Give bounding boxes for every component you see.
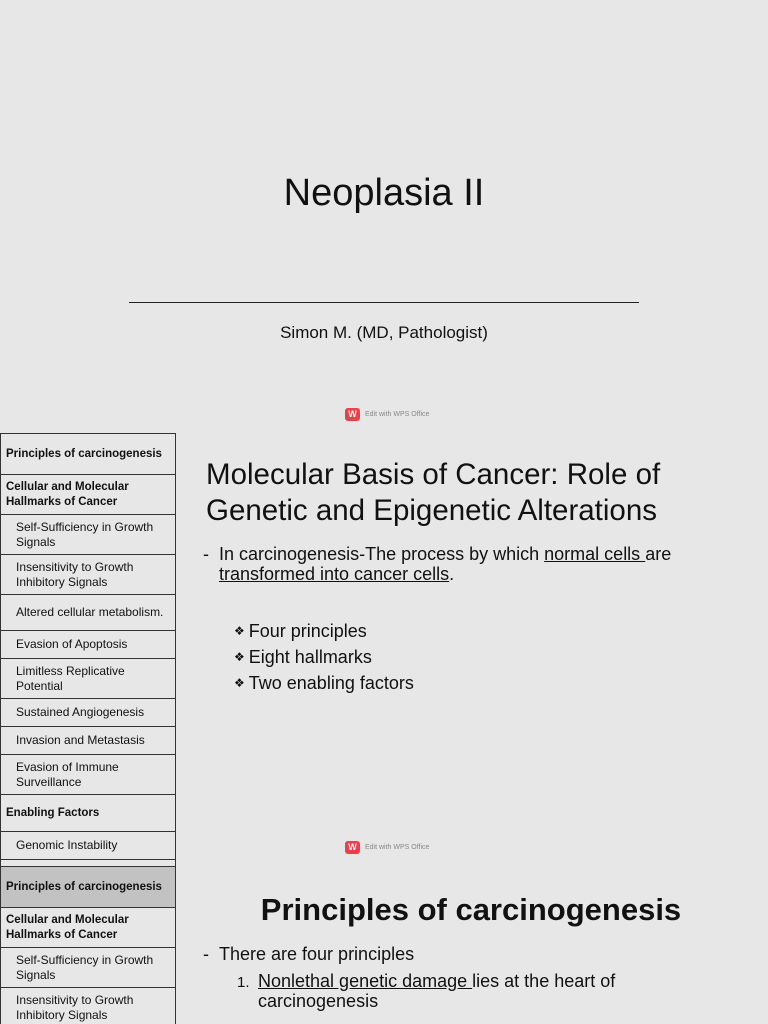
toc-item[interactable] bbox=[1, 794, 175, 831]
toc-item-label: Principles of carcinogenesis bbox=[6, 447, 162, 460]
underlined-normal-cells: normal cells bbox=[544, 544, 646, 564]
toc-item-label: Insensitivity to Growth Inhibitory Signals bbox=[16, 992, 134, 1022]
diamond-list bbox=[234, 619, 414, 697]
toc-item[interactable] bbox=[1, 658, 175, 698]
wps-logo-icon: W bbox=[345, 408, 360, 421]
toc-item[interactable] bbox=[1, 907, 175, 947]
toc-item[interactable] bbox=[1, 554, 175, 594]
toc-item[interactable] bbox=[1, 859, 175, 866]
toc-item[interactable] bbox=[1, 831, 175, 859]
wps-watermark-text: Edit with WPS Office bbox=[365, 844, 430, 851]
diamond-item: ❖ Two enabling factors bbox=[234, 673, 414, 693]
bullet-carcinogenesis-cont bbox=[219, 564, 454, 584]
item-number: 1. bbox=[237, 974, 250, 991]
toc-item-label: Insensitivity to Growth Inhibitory Signals bbox=[16, 559, 134, 589]
toc-item-label: Self-Sufficiency in Growth Signals bbox=[16, 519, 154, 549]
toc-item-label: Cellular and Molecular Hallmarks of Cancer bbox=[6, 480, 129, 508]
diamond-bullet-icon: ❖ bbox=[234, 650, 245, 664]
toc-item-label: Altered cellular metabolism. bbox=[16, 605, 164, 619]
toc-item-label: Evasion of Immune Surveillance bbox=[16, 759, 119, 789]
toc-item[interactable] bbox=[1, 726, 175, 754]
toc-item[interactable] bbox=[1, 474, 175, 514]
toc-item-label: Principles of carcinogenesis bbox=[6, 880, 162, 893]
underlined-transformed: transformed into cancer cells bbox=[219, 564, 450, 584]
toc-item-label: Enabling Factors bbox=[6, 806, 100, 819]
toc-item-label: Cellular and Molecular Hallmarks of Cancer bbox=[6, 913, 129, 941]
toc-item-label: Limitless Replicative Potential bbox=[16, 663, 125, 693]
toc-item[interactable] bbox=[1, 514, 175, 554]
wps-watermark-text: Edit with WPS Office bbox=[365, 411, 430, 418]
toc-item[interactable] bbox=[1, 754, 175, 794]
toc-item[interactable] bbox=[1, 866, 175, 907]
bullet-text-pre: In carcinogenesis-The process by which bbox=[219, 544, 545, 564]
title-underline-rule bbox=[129, 302, 639, 303]
numbered-item-1-cont: carcinogenesis bbox=[258, 991, 379, 1011]
bullet-dash: - bbox=[203, 544, 209, 564]
slide-title: Molecular Basis of Cancer: Role of Genetic and Epigenetic Alterations bbox=[206, 458, 661, 527]
wps-watermark bbox=[345, 841, 429, 854]
toc-item[interactable] bbox=[1, 594, 175, 630]
slide-molecular-basis bbox=[0, 433, 768, 866]
diamond-item: ❖ Eight hallmarks bbox=[234, 647, 372, 667]
toc-item-label: Evasion of Apoptosis bbox=[16, 637, 128, 651]
wps-watermark bbox=[345, 408, 429, 421]
diamond-bullet-icon: ❖ bbox=[234, 676, 245, 690]
slide-principles bbox=[0, 866, 768, 1024]
toc-item[interactable] bbox=[1, 987, 175, 1024]
toc-item-label: Invasion and Metastasis bbox=[16, 733, 145, 747]
toc-item[interactable] bbox=[1, 630, 175, 658]
underlined-genetic-damage: Nonlethal genetic damage bbox=[258, 971, 473, 991]
numbered-item-1: 1. Nonlethal genetic damage lies at the heart of bbox=[237, 971, 616, 991]
bullet-carcinogenesis bbox=[203, 544, 671, 564]
slide-title: Principles of carcinogenesis bbox=[260, 892, 682, 927]
toc-item[interactable] bbox=[1, 947, 175, 987]
author-line: Simon M. (MD, Pathologist) bbox=[280, 323, 488, 342]
bullet-text-mid: are bbox=[645, 544, 672, 564]
diamond-bullet-icon: ❖ bbox=[234, 624, 245, 638]
presentation-title: Neoplasia II bbox=[283, 172, 485, 214]
toc-sidebar bbox=[0, 866, 176, 1024]
wps-logo-icon: W bbox=[345, 841, 360, 854]
toc-item[interactable] bbox=[1, 698, 175, 726]
bullet-four-principles: - There are four principles bbox=[203, 944, 415, 964]
toc-item-label: Self-Sufficiency in Growth Signals bbox=[16, 952, 154, 982]
toc-sidebar bbox=[0, 433, 176, 866]
title-slide bbox=[0, 0, 768, 433]
diamond-item: ❖ Four principles bbox=[234, 621, 367, 641]
bullet-text-end: . bbox=[449, 564, 455, 584]
bullet-dash: - bbox=[203, 944, 209, 964]
toc-item-label: Genomic Instability bbox=[16, 838, 118, 852]
toc-item-label: Sustained Angiogenesis bbox=[16, 705, 145, 719]
toc-item[interactable] bbox=[1, 433, 175, 474]
